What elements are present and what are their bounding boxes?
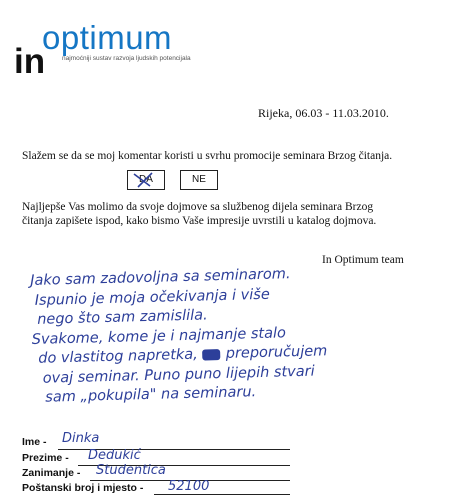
crossed-out-word xyxy=(202,349,220,360)
name-label: Ime - xyxy=(22,436,47,448)
comment-line: Svakome, kome je i najmanje stalo xyxy=(31,324,287,348)
consent-yes-checkbox[interactable] xyxy=(127,170,165,190)
handwritten-comment xyxy=(30,261,443,408)
optimum-logo xyxy=(14,18,234,81)
logo-tagline: najmoćniji sustav razvoja ljudskih potencijala xyxy=(62,55,191,62)
postal-label: Poštanski broj i mjesto - xyxy=(22,482,144,494)
comment-line: sam „pokupila" na seminaru. xyxy=(45,384,257,406)
logo-prefix: in xyxy=(14,42,46,81)
team-signature: In Optimum team xyxy=(322,254,404,266)
surname-label: Prezime - xyxy=(22,452,69,464)
feedback-request: Najljepše Vas molimo da svoje dojmove sa službenog dijela seminara Brzog čitanja zapišete ispod, kako bismo Vaše impresije uvrstili u katalog dojmova. xyxy=(22,201,377,227)
occupation-label: Zanimanje - xyxy=(22,467,81,479)
consent-yes-label: DA xyxy=(139,174,153,185)
surname-field[interactable]: Dedukić xyxy=(88,448,141,463)
comment-line: nego što sam zamislila. xyxy=(37,307,208,328)
consent-no-label: NE xyxy=(192,174,206,185)
comment-line: ovaj seminar. Puno puno lijepih stvari xyxy=(42,363,315,387)
consent-text: Slažem se da se moj komentar koristi u svrhu promocije seminara Brzog čitanja. xyxy=(22,150,393,162)
occupation-field[interactable]: Studentica xyxy=(96,463,166,478)
comment-line-part: do vlastitog napretka, xyxy=(38,346,198,367)
consent-no-checkbox[interactable] xyxy=(180,170,218,190)
place-and-date: Rijeka, 06.03 - 11.03.2010. xyxy=(258,106,389,120)
check-mark-icon xyxy=(128,171,164,189)
name-field[interactable]: Dinka xyxy=(62,431,100,446)
comment-line-part: preporučujem xyxy=(225,343,328,362)
logo-word: optimum xyxy=(42,19,173,56)
postal-field[interactable]: 52100 xyxy=(168,479,210,494)
comment-line: Ispunio je moja očekivanja i više xyxy=(34,286,270,309)
comment-line: Jako sam zadovoljna sa seminarom. xyxy=(30,266,291,289)
